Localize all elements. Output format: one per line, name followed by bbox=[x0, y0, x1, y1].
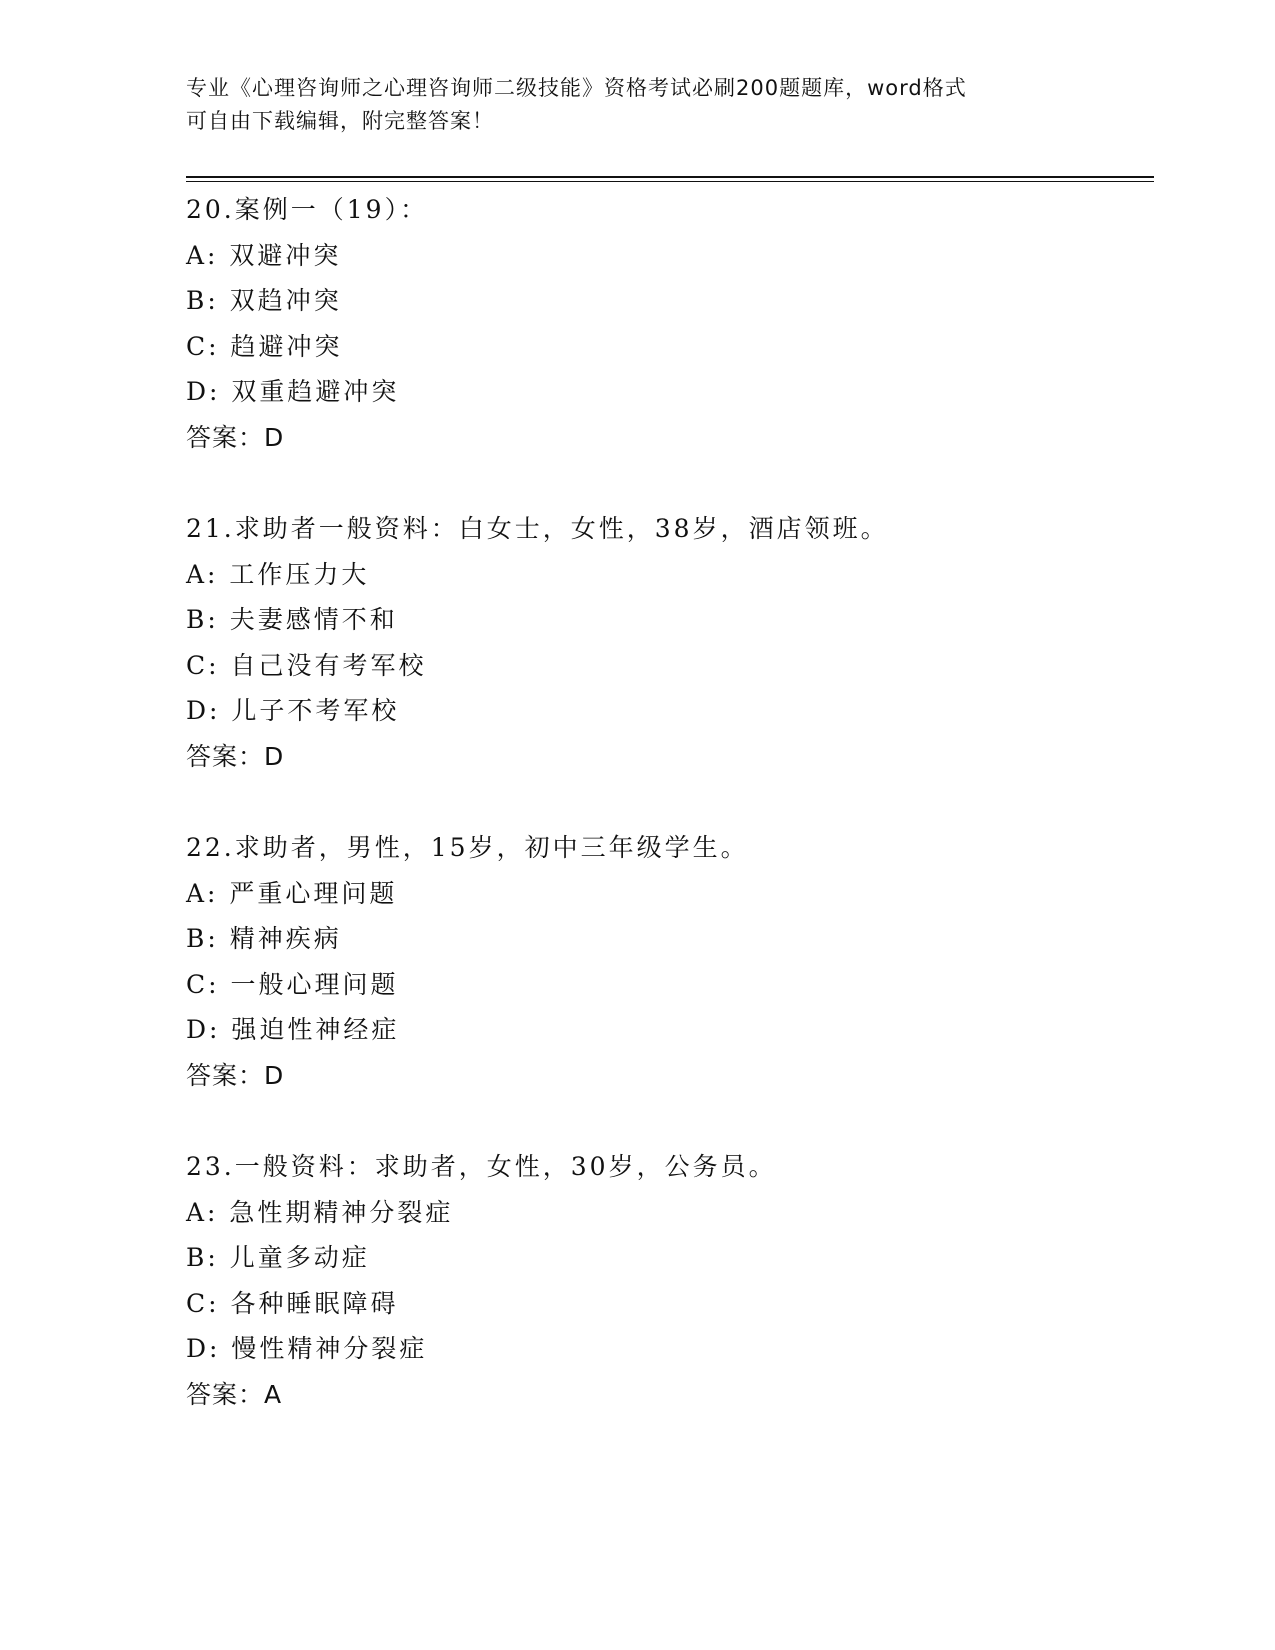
option-b: B: 儿童多动症 bbox=[186, 1243, 370, 1272]
option-d: D: 强迫性神经症 bbox=[186, 1015, 400, 1044]
option-d: D: 儿子不考军校 bbox=[186, 696, 400, 725]
option-a: A: 工作压力大 bbox=[186, 559, 370, 589]
header-line-2: 可自由下载编辑，附完整答案！ bbox=[186, 109, 494, 133]
header-divider-thin bbox=[186, 181, 1154, 182]
question-stem: 20.案例一（19）： bbox=[186, 195, 429, 224]
option-b: B: 精神疾病 bbox=[186, 924, 342, 953]
option-d: D: 慢性精神分裂症 bbox=[186, 1334, 428, 1363]
header-divider-thick bbox=[186, 176, 1154, 178]
option-c: C: 自己没有考军校 bbox=[186, 650, 427, 680]
option-a: A: 双避冲突 bbox=[186, 240, 342, 270]
question-stem: 21.求助者一般资料：白女士，女性，38岁，酒店领班。 bbox=[186, 514, 889, 543]
option-c: C: 一般心理问题 bbox=[186, 969, 399, 999]
answer-line: 答案：D bbox=[186, 1060, 285, 1090]
option-c: C: 趋避冲突 bbox=[186, 331, 343, 361]
option-d: D: 双重趋避冲突 bbox=[186, 377, 400, 406]
option-c: C: 各种睡眠障碍 bbox=[186, 1288, 399, 1318]
question-list bbox=[186, 187, 1146, 1463]
option-a: A: 急性期精神分裂症 bbox=[186, 1197, 454, 1227]
answer-line: 答案：D bbox=[186, 422, 285, 452]
option-b: B: 双趋冲突 bbox=[186, 286, 342, 315]
document-header bbox=[186, 72, 1066, 138]
option-b: B: 夫妻感情不和 bbox=[186, 605, 398, 634]
header-line-1: 专业《心理咨询师之心理咨询师二级技能》资格考试必刷200题题库，word格式 bbox=[186, 76, 967, 100]
answer-line: 答案：A bbox=[186, 1379, 283, 1409]
question-23 bbox=[186, 1144, 1146, 1417]
question-21 bbox=[186, 506, 1146, 779]
question-stem: 22.求助者，男性，15岁，初中三年级学生。 bbox=[186, 833, 749, 862]
question-20 bbox=[186, 187, 1146, 460]
question-stem: 23.一般资料：求助者，女性，30岁，公务员。 bbox=[186, 1152, 777, 1181]
option-a: A: 严重心理问题 bbox=[186, 878, 398, 908]
question-22 bbox=[186, 825, 1146, 1098]
answer-line: 答案：D bbox=[186, 741, 285, 771]
